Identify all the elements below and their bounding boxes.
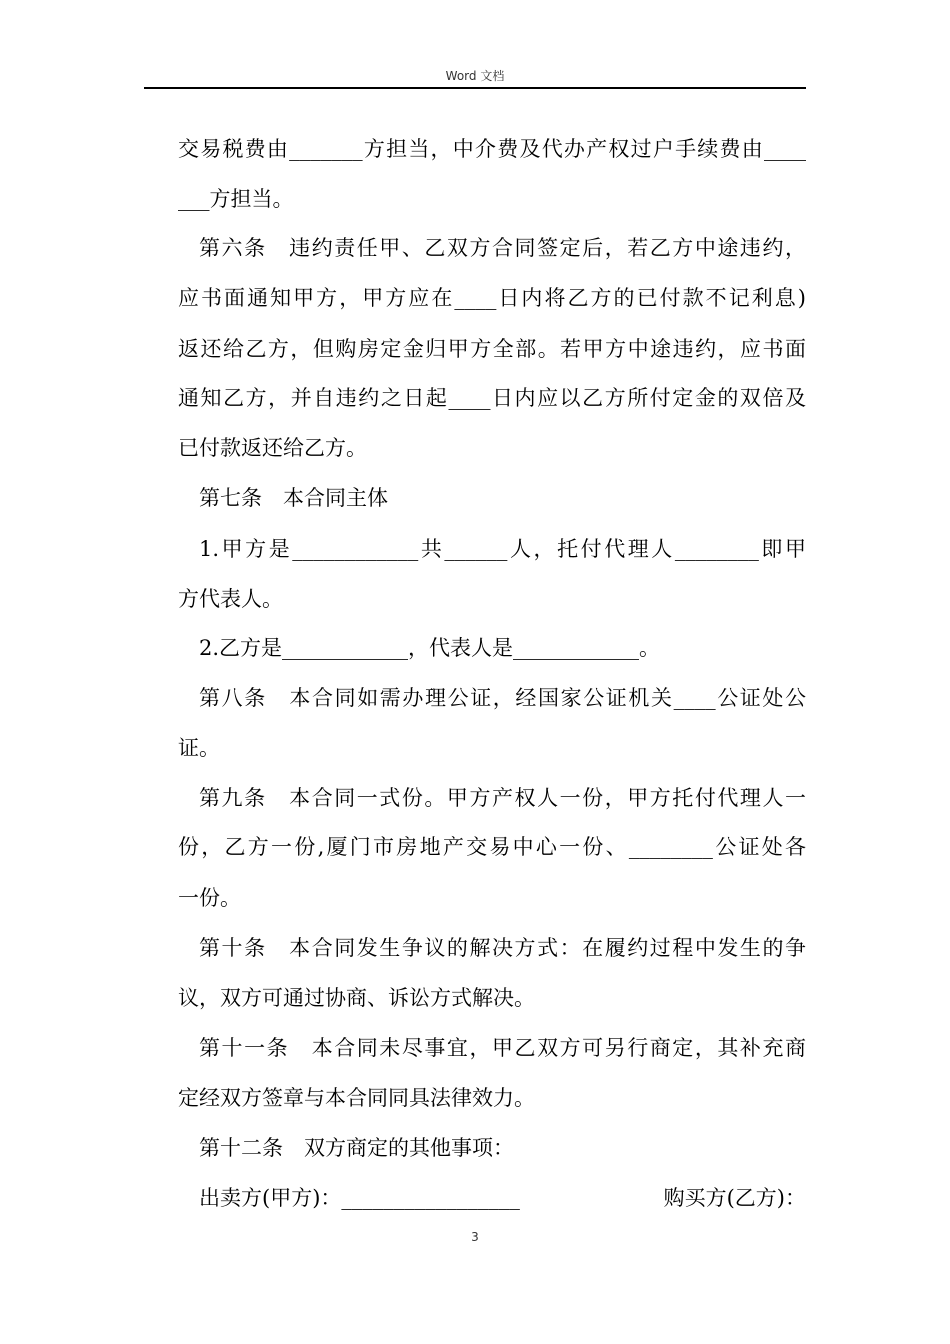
article-9-line: 份，乙方一份,厦门市房地产交易中心一份、________公证处各 — [178, 835, 806, 859]
seller-signature-label: 出卖方(甲方)：_________________ — [199, 1186, 520, 1210]
article-8-line: 第八条 本合同如需办理公证，经国家公证机关____公证处公 — [199, 686, 806, 710]
article-6-line: 第六条 违约责任甲、乙双方合同签定后，若乙方中途违约， — [199, 236, 806, 260]
article-7-line: 2.乙方是____________，代表人是____________。 — [199, 636, 661, 660]
header-rule — [144, 87, 806, 89]
article-6-line: 应书面通知甲方，甲方应在____日内将乙方的已付款不记利息) — [178, 286, 806, 310]
page-header: Word 文档 — [445, 69, 505, 83]
article-9-line: 一份。 — [178, 886, 241, 910]
page-number: 3 — [471, 1230, 479, 1244]
article-10-line: 第十条 本合同发生争议的解决方式：在履约过程中发生的争 — [199, 936, 806, 960]
paragraph-line: ___方担当。 — [178, 187, 294, 211]
article-11-line: 第十一条 本合同未尽事宜，甲乙双方可另行商定，其补充商 — [199, 1036, 806, 1060]
article-6-line: 通知乙方，并自违约之日起____日内应以乙方所付定金的双倍及 — [178, 386, 806, 410]
article-7-line: 1.甲方是____________共______人，托付代理人________即甲 — [199, 537, 806, 561]
article-11-line: 定经双方签章与本合同同具法律效力。 — [178, 1086, 535, 1110]
paragraph-line: 交易税费由_______方担当，中介费及代办产权过户手续费由____ — [178, 137, 806, 161]
article-12-heading: 第十二条 双方商定的其他事项： — [199, 1136, 514, 1160]
article-7-line: 方代表人。 — [178, 587, 283, 611]
article-9-line: 第九条 本合同一式份。甲方产权人一份，甲方托付代理人一 — [199, 786, 806, 810]
buyer-signature-label: 购买方(乙方)： — [663, 1186, 806, 1210]
article-6-line: 已付款返还给乙方。 — [178, 436, 367, 460]
article-8-line: 证。 — [178, 736, 220, 760]
article-6-line: 返还给乙方，但购房定金归甲方全部。若甲方中途违约，应书面 — [178, 337, 806, 361]
article-7-heading: 第七条 本合同主体 — [199, 486, 388, 510]
article-10-line: 议，双方可通过协商、诉讼方式解决。 — [178, 986, 535, 1010]
